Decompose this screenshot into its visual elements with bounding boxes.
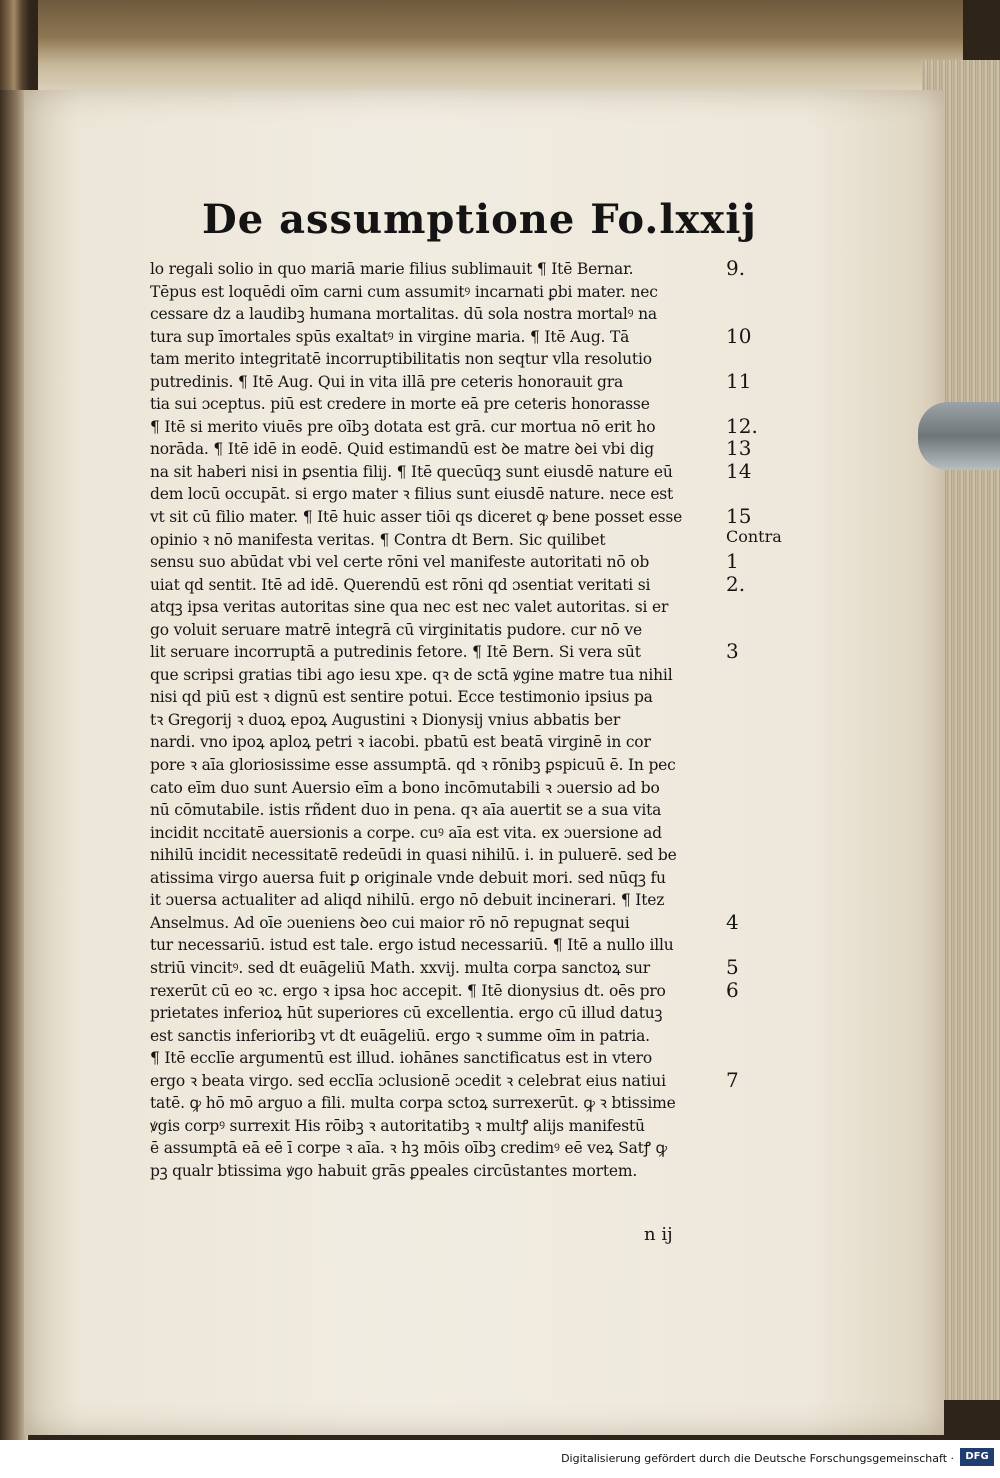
text-line: ¶ Itē ecclīe argumentū est illud. iohānes sanctificatus est in vtero [150, 1049, 653, 1068]
text-line: Tēpus est loquēdi oīm carni cum assumitꝰ incarnati ꝑbi mater. nec [150, 282, 658, 301]
text-line: putredinis. ¶ Itē Aug. Qui in vita illā pre ceteris honorauit gra [150, 372, 624, 391]
text-line: nardi. vno ipoꝝ aploꝝ petri ꝛ iacobi. pbatū est beatā virginē in cor [150, 733, 651, 752]
running-title: De assumptione Fo.lxxij [202, 196, 757, 243]
text-line: ergo ꝛ beata virgo. sed ecclīa ɔclusionē ɔcedit ꝛ celebrat eius natiui [150, 1071, 666, 1090]
page-clip [918, 402, 1000, 470]
margin-note: 2. [726, 571, 746, 596]
margin-note: 11 [726, 368, 752, 393]
text-line: ꝟgis corpꝰ surrexit His rōibꝫ ꝛ autoritatibꝫ ꝛ multꝭ alijs manifestū [150, 1116, 645, 1135]
text-line: uiat qd sentit. Itē ad idē. Querendū est rōni qd ɔsentiat veritati si [150, 575, 651, 594]
text-line: pꝫ qualr btissima ꝟgo habuit grās ꝑpeales circūstantes mortem. [150, 1161, 638, 1180]
margin-note: 10 [726, 323, 752, 348]
text-line: tia sui ɔceptus. piū est credere in morte eā pre ceteris honorasse [150, 395, 650, 414]
book-top-edge [38, 0, 963, 92]
text-line: na sit haberi nisi in ꝑsentia filij. ¶ Itē quecūqꝫ sunt eiusdē nature eū [150, 462, 673, 481]
text-line: que scripsi gratias tibi ago iesu xpe. qꝛ de sctā ꝟgine matre tua nihil [150, 665, 673, 684]
text-line: tatē. ꝙ hō mō arguo a fili. multa corpa sctoꝝ surrexerūt. ꝙ ꝛ btissime [150, 1094, 676, 1113]
text-line: nū cōmutabile. istis rñdent duo in pena. qꝛ aīa auertit se a sua vita [150, 801, 662, 820]
text-line: atissima virgo auersa fuit ꝑ originale vnde debuit mori. sed nūqꝫ fu [150, 868, 666, 887]
text-line: norāda. ¶ Itē idē in eodē. Quid estimandū est ꝺe matre ꝺei vbi dig [150, 440, 654, 459]
margin-note: 12. [726, 413, 758, 438]
text-line: nihilū incidit necessitatē redeūdi in quasi nihilū. i. in puluerē. sed be [150, 846, 677, 865]
text-line: cato eīm duo sunt Auersio eīm a bono incōmutabili ꝛ ɔuersio ad bo [150, 778, 660, 797]
text-line: lo regali solio in quo mariā marie filius sublimauit ¶ Itē Bernar. [150, 260, 634, 278]
text-line: sensu suo abūdat vbi vel certe rōni vel manifeste autoritati nō ob [150, 553, 650, 572]
text-line: tꝛ Gregorij ꝛ duoꝝ epoꝝ Augustini ꝛ Dionysij vnius abbatis ber [150, 710, 621, 729]
margin-note: 6 [726, 977, 739, 1002]
text-line: pore ꝛ aīa gloriosissime esse assumptā. qd ꝛ rōnibꝫ ꝑspicuū ē. In pec [150, 756, 676, 775]
text-line: dem locū occupāt. si ergo mater ꝛ filius sunt eiusdē nature. nece est [150, 485, 674, 504]
margin-note: 9. [726, 256, 746, 280]
margin-note: 13 [726, 436, 752, 461]
text-line: tam merito integritatē incorruptibilitatis non seqtur vlla resolutio [150, 350, 652, 369]
footer-credit: Digitalisierung gefördert durch die Deutsche Forschungsgemeinschaft · [561, 1452, 954, 1465]
text-block [150, 258, 730, 1182]
text-line: ¶ Itē si merito viuēs pre oībꝫ dotata est grā. cur mortua nō erit ho [150, 417, 656, 436]
text-line: it ɔuersa actualiter ad aliqd nihilū. ergo nō debuit incinerari. ¶ Itez [150, 891, 665, 910]
margin-note: 5 [726, 955, 739, 980]
margin-note: 15 [726, 504, 752, 529]
text-line: tur necessariū. istud est tale. ergo istud necessariū. ¶ Itē a nullo illu [150, 936, 674, 955]
text-line: ē assumptā eā eē ī corpe ꝛ aīa. ꝛ hꝫ mōis oībꝫ credimꝰ eē veꝝ Satꝭ ꝙ [150, 1139, 667, 1158]
text-line: atqꝫ ipsa veritas autoritas sine qua nec est nec valet autoritas. si er [150, 598, 669, 617]
margin-note: 7 [726, 1067, 739, 1092]
text-line: lit seruare incorruptā a putredinis fetore. ¶ Itē Bern. Si vera sūt [150, 643, 641, 662]
text-line: est sanctis inferioribꝫ vt dt euāgeliū. ergo ꝛ summe oīm in patria. [150, 1026, 650, 1045]
margin-note: 1 [726, 549, 739, 574]
signature-mark: n ij [644, 1224, 673, 1245]
text-line: tura sup īmortales spūs exaltatꝰ in virgine maria. ¶ Itē Aug. Tā [150, 327, 630, 346]
text-line: Anselmus. Ad oīe ɔueniens ꝺeo cui maior rō nō repugnat sequi [150, 913, 630, 932]
margin-note: 3 [726, 639, 739, 664]
text-line: prietates inferioꝝ hūt superiores cū excellentia. ergo cū illud datuꝫ [150, 1004, 663, 1023]
dfg-logo: DFG [960, 1448, 994, 1466]
text-line: rexerūt cū eo ꝛc. ergo ꝛ ipsa hoc accepit. ¶ Itē dionysius dt. oēs pro [150, 981, 666, 1000]
text-line: incidit nccitatē auersionis a corpe. cuꝰ aīa est vita. ex ɔuersione ad [150, 823, 662, 842]
text-line: nisi qd piū est ꝛ dignū est sentire potui. Ecce testimonio ipsius pa [150, 688, 653, 707]
text-line: vt sit cū filio mater. ¶ Itē huic asser tiōi qs diceret ꝙ bene posset esse [150, 508, 683, 527]
text-line: go voluit seruare matrē integrā cū virginitatis pudore. cur nō ve [150, 620, 642, 639]
margin-note: 14 [726, 458, 752, 483]
text-line: cessare dz a laudibꝫ humana mortalitas. dū sola nostra mortalꝰ na [150, 305, 657, 324]
text-line: opinio ꝛ nō manifesta veritas. ¶ Contra dt Bern. Sic quilibet [150, 530, 606, 549]
margin-note: Contra [726, 526, 782, 546]
text-line: striū vincitꝰ. sed dt euāgeliū Math. xxvij. multa corpa sanctoꝝ sur [150, 958, 651, 977]
margin-note: 4 [726, 909, 739, 934]
